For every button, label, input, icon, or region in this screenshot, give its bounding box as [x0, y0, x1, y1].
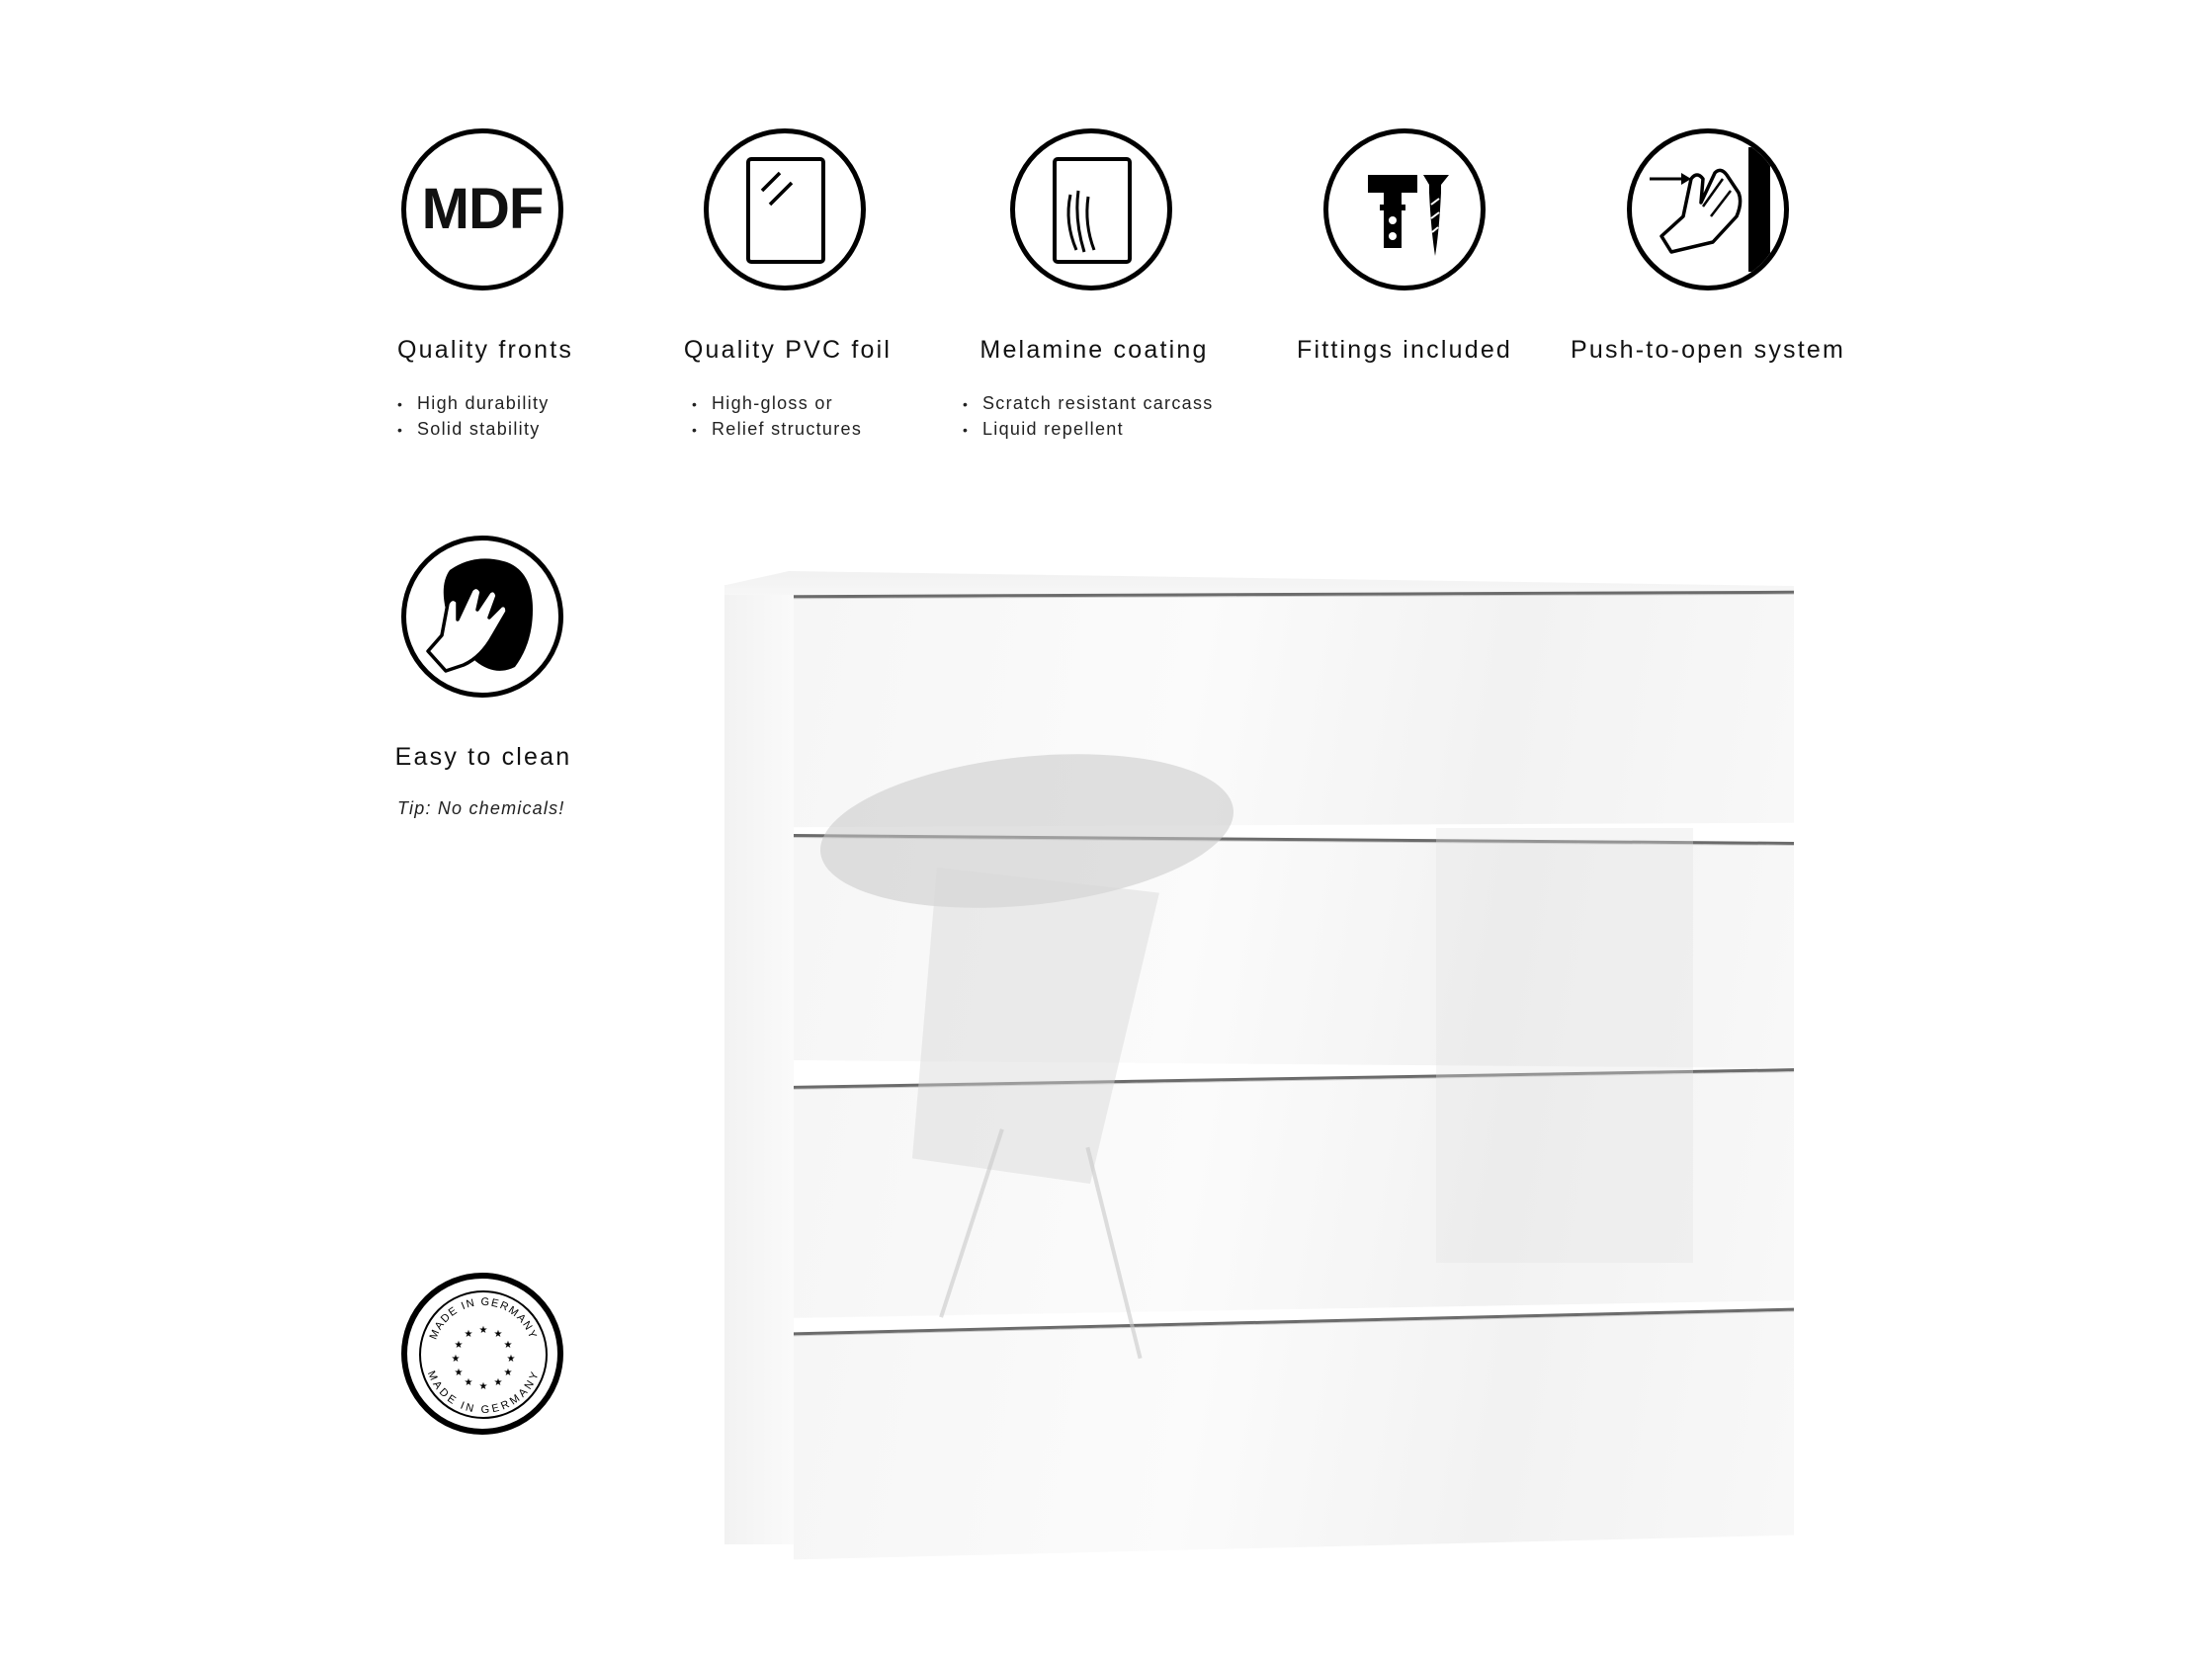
scratched-panel-icon — [1015, 133, 1167, 286]
feature-bullets — [692, 391, 862, 443]
fittings-icon — [1323, 128, 1486, 290]
svg-text:★: ★ — [493, 1329, 503, 1340]
svg-text:★: ★ — [478, 1381, 488, 1392]
svg-text:MADE IN GERMANY: MADE IN GERMANY — [424, 1369, 543, 1417]
feature-bullets — [963, 391, 1214, 443]
hand-push-door-icon — [1632, 133, 1784, 286]
feature-title: Easy to clean — [394, 743, 572, 771]
svg-text:★: ★ — [503, 1368, 513, 1378]
dresser-product-image — [724, 571, 1794, 1544]
made-in-germany-seal-icon — [401, 1273, 563, 1435]
hand-with-cloth-icon — [406, 540, 558, 693]
svg-text:★: ★ — [464, 1329, 473, 1340]
bullet-item: • Solid stability — [397, 417, 550, 443]
feature-bullets — [397, 391, 550, 443]
svg-text:★: ★ — [506, 1354, 516, 1365]
svg-text:★: ★ — [478, 1325, 488, 1336]
scratch-resistant-icon — [1010, 128, 1172, 290]
bullet-item: • Liquid repellent — [963, 417, 1214, 443]
svg-text:★: ★ — [454, 1340, 464, 1351]
svg-text:★: ★ — [493, 1377, 503, 1388]
window-reflection — [1436, 828, 1693, 1263]
cleaning-tip: Tip: No chemicals! — [397, 798, 565, 818]
mdf-icon: MDF — [401, 128, 563, 290]
dresser-side-panel — [724, 585, 794, 1544]
seal-graphic — [407, 1279, 559, 1431]
bullet-item: • Relief structures — [692, 417, 862, 443]
push-to-open-icon — [1627, 128, 1789, 290]
feature-title: Fittings included — [1296, 336, 1513, 364]
glossy-panel-icon — [709, 133, 861, 286]
feature-title: Melamine coating — [979, 336, 1209, 364]
cleaning-hand-icon — [401, 536, 563, 698]
feature-title: Push-to-open system — [1570, 336, 1846, 364]
svg-text:★: ★ — [464, 1377, 473, 1388]
pvc-foil-icon — [704, 128, 866, 290]
svg-text:★: ★ — [454, 1368, 464, 1378]
drawer-4[interactable] — [794, 1308, 1794, 1560]
svg-text:★: ★ — [503, 1340, 513, 1351]
svg-text:MADE IN GERMANY: MADE IN GERMANY — [427, 1295, 540, 1342]
hinge-and-screw-icon — [1328, 133, 1481, 286]
bullet-item: • Scratch resistant carcass — [963, 391, 1214, 417]
bullet-item: • High durability — [397, 391, 550, 417]
feature-title: Quality fronts — [396, 336, 574, 364]
feature-title: Quality PVC foil — [683, 336, 893, 364]
bullet-item: • High-gloss or — [692, 391, 862, 417]
svg-text:★: ★ — [451, 1354, 461, 1365]
